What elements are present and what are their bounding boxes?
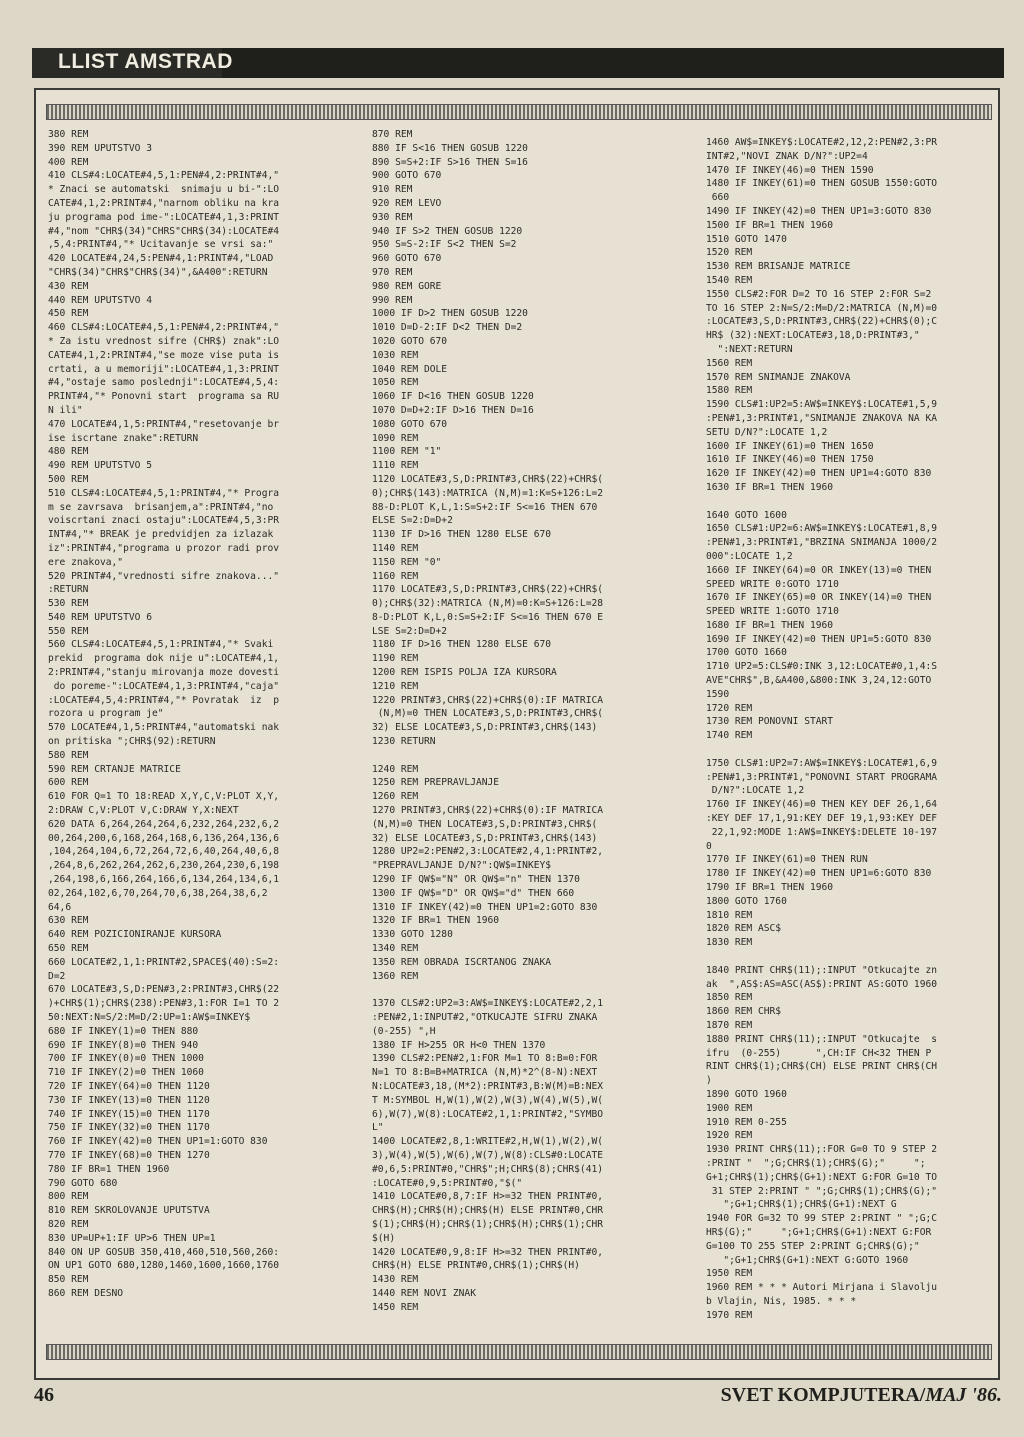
page-number: 46 [34,1384,54,1406]
listing-column-3: 1460 AW$=INKEY$:LOCATE#2,12,2:PEN#2,3:PR INT#2,"NOVI ZNAK D/N?":UP2=4 1470 IF INKEY(46)=0 THEN 1590 1480 IF INKEY(61)=0 THEN GOSUB 1550:GOTO 660 1490 IF INKEY(42)=0 THEN UP1=3:GOTO 830 1500 IF BR=1 THEN 1960 1510 GOTO 1470 1520 REM 1530 REM BRISANJE MATRICE 1540 REM 1550 CLS#2:FOR D=2 TO 16 STEP 2:FOR S=2 TO 16 STEP 2:N=S/2:M=D/2:MATRICA (N,M)=0 :LOCATE#3,S,D:PRINT#3,CHR$(22)+CHR$(0);C HR$ (32):NEXT:LOCATE#3,18,D:PRINT#3," ":NEXT:RETURN 1560 REM 1570 REM SNIMANJE ZNAKOVA 1580 REM 1590 CLS#1:UP2=5:AW$=INKEY$:LOCATE#1,5,9 :PEN#1,3:PRINT#1,"SNIMANJE ZNAKOVA NA KA SETU D/N?":LOCATE 1,2 1600 IF INKEY(61)=0 THEN 1650 1610 IF INKEY(46)=0 THEN 1750 1620 IF INKEY(42)=0 THEN UP1=4:GOTO 830 1630 IF BR=1 THEN 1960 1640 GOTO 1600 1650 CLS#1:UP2=6:AW$=INKEY$:LOCATE#1,8,9 :PEN#1,3:PRINT#1,"BRZINA SNIMANJA 1000/2 000":LOCATE 1,2 1660 IF INKEY(64)=0 OR INKEY(13)=0 THEN SPEED WRITE 0:GOTO 1710 1670 IF INKEY(65)=0 OR INKEY(14)=0 THEN SPEED WRITE 1:GOTO 1710 1680 IF BR=1 THEN 1960 1690 IF INKEY(42)=0 THEN UP1=5:GOTO 830 1700 GOTO 1660 1710 UP2=5:CLS#0:INK 3,12:LOCATE#0,1,4:S AVE"CHR$",B,&A400,&800:INK 3,24,12:GOTO 1590 1720 REM 1730 REM PONOVNI START 1740 REM 1750 CLS#1:UP2=7:AW$=INKEY$:LOCATE#1,6,9 :PEN#1,3:PRINT#1,"PONOVNI START PROGRAMA D/N?":LOCATE 1,2 1760 IF INKEY(46)=0 THEN KEY DEF 26,1,64 :KEY DEF 17,1,91:KEY DEF 19,1,93:KEY DEF 22,1,92:MODE 1:AW$=INKEY$:DELETE 10-197 0 1770 IF INKEY(61)=0 THEN RUN 1780 IF INKEY(42)=0 THEN UP1=6:GOTO 830 1790 IF BR=1 THEN 1960 1800 GOTO 1760 1810 REM 1820 REM ASC$ 1830 REM 1840 PRINT CHR$(11);:INPUT "Otkucajte zn ak ",AS$:AS=ASC(AS$):PRINT AS:GOTO 1960 1850 REM 1860 REM CHR$ 1870 REM 1880 PRINT CHR$(11);:INPUT "Otkucajte s ifru (0-255) ",CH:IF CH<32 THEN P RINT CHR$(1);CHR$(CH) ELSE PRINT CHR$(CH ) 1890 GOTO 1960 1900 REM 1910 REM 0-255 1920 REM 1930 PRINT CHR$(11);:FOR G=0 TO 9 STEP 2 :PRINT " ";G;CHR$(1);CHR$(G);" "; G+1;CHR$(1);CHR$(G+1):NEXT G:FOR G=10 TO 31 STEP 2:PRINT " ";G;CHR$(1);CHR$(G);" ";G+1;CHR$(1);CHR$(G+1):NEXT G 1940 FOR G=32 TO 99 STEP 2:PRINT " ";G;C HR$(G);" ";G+1;CHR$(G+1):NEXT G:FOR G=100 TO 255 STEP 2:PRINT G;CHR$(G);" ";G+1;CHR$(G+1):NEXT G:GOTO 1960 1950 REM 1960 REM * * * Autori Mirjana i Slavolju b Vlajin, Nis, 1985. * * * 1970 REM [706,137,938,1321]
decorative-stripe-top [46,104,992,120]
page-title: LLIST AMSTRAD [58,50,233,73]
listing-column-1: 380 REM 390 REM UPUTSTVO 3 400 REM 410 CLS#4:LOCATE#4,5,1:PEN#4,2:PRINT#4," * Znaci se automatski snimaju u bi-":LO CATE#4,1,2:PRINT#4,"narnom obliku na kra ju programa pod ime-":LOCATE#4,1,3:PRINT #4,"nom "CHR$(34)"CHRS"CHR$(34):LOCATE#4 ,5,4:PRINT#4,"* Ucitavanje se vrsi sa:" 420 LOCATE#4,24,5:PEN#4,1:PRINT#4,"LOAD "CHR$(34)"CHR$"CHR$(34)",&A400":RETURN 430 REM 440 REM UPUTSTVO 4 450 REM 460 CLS#4:LOCATE#4,5,1:PEN#4,2:PRINT#4," * Za istu vrednost sifre (CHR$) znak":LO CATE#4,1,2:PRINT#4,"se moze vise puta is crtati, a u memoriji":LOCATE#4,1,3:PRINT #4,"ostaje samo poslednji":LOCATE#4,5,4: PRINT#4,"* Ponovni start programa sa RU N ili" 470 LOCATE#4,1,5:PRINT#4,"resetovanje br ise iscrtane znake":RETURN 480 REM 490 REM UPUTSTVO 5 500 REM 510 CLS#4:LOCATE#4,5,1:PRINT#4,"* Progra m se zavrsava brisanjem,a":PRINT#4,"no voiscrtani znaci ostaju":LOCATE#4,5,3:PR INT#4,"* BREAK je predvidjen za izlazak iz":PRINT#4,"programa u prozor radi prov ere znakova," 520 PRINT#4,"vrednosti sifre znakova..." :RETURN 530 REM 540 REM UPUTSTVO 6 550 REM 560 CLS#4:LOCATE#4,5,1:PRINT#4,"* Svaki prekid programa dok nije u":LOCATE#4,1, 2:PRINT#4,"stanju mirovanja moze dovesti do poreme-":LOCATE#4,1,3:PRINT#4,"caja" :LOCATE#4,5,4:PRINT#4,"* Povratak iz p rozora u program je" 570 LOCATE#4,1,5:PRINT#4,"automatski nak on pritiska ";CHR$(92):RETURN 580 REM 590 REM CRTANJE MATRICE 600 REM 610 FOR Q=1 TO 18:READ X,Y,C,V:PLOT X,Y, 2:DRAW C,V:PLOT V,C:DRAW Y,X:NEXT 620 DATA 6,264,264,264,6,232,264,232,6,2 00,264,200,6,168,264,168,6,136,264,136,6 ,104,264,104,6,72,264,72,6,40,264,40,6,8 ,264,8,6,262,264,262,6,230,264,230,6,198 ,264,198,6,166,264,166,6,134,264,134,6,1 02,264,102,6,70,264,70,6,38,264,38,6,2 64,6 630 REM 640 REM POZICIONIRANJE KURSORA 650 REM 660 LOCATE#2,1,1:PRINT#2,SPACE$(40):S=2: D=2 670 LOCATE#3,S,D:PEN#3,2:PRINT#3,CHR$(22 )+CHR$(1);CHR$(238):PEN#3,1:FOR I=1 TO 2 50:NEXT:N=S/2:M=D/2:UP=1:AW$=INKEY$ 680 IF INKEY(1)=0 THEN 880 690 IF INKEY(8)=0 THEN 940 700 IF INKEY(0)=0 THEN 1000 710 IF INKEY(2)=0 THEN 1060 720 IF INKEY(64)=0 THEN 1120 730 IF INKEY(13)=0 THEN 1120 740 IF INKEY(15)=0 THEN 1170 750 IF INKEY(32)=0 THEN 1170 760 IF INKEY(42)=0 THEN UP1=1:GOTO 830 770 IF INKEY(68)=0 THEN 1270 780 IF BR=1 THEN 1960 790 GOTO 680 800 REM 810 REM SKROLOVANJE UPUTSTVA 820 REM 830 UP=UP+1:IF UP>6 THEN UP=1 840 ON UP GOSUB 350,410,460,510,560,260: ON UP1 GOTO 680,1280,1460,1600,1660,1760 850 REM 860 REM DESNO [48,129,280,1299]
magazine-name: SVET KOMPJUTERA/ [720,1384,926,1406]
listing-column-2: 870 REM 880 IF S<16 THEN GOSUB 1220 890 S=S+2:IF S>16 THEN S=16 900 GOTO 670 910 REM 920 REM LEVO 930 REM 940 IF S>2 THEN GOSUB 1220 950 S=S-2:IF S<2 THEN S=2 960 GOTO 670 970 REM 980 REM GORE 990 REM 1000 IF D>2 THEN GOSUB 1220 1010 D=D-2:IF D<2 THEN D=2 1020 GOTO 670 1030 REM 1040 REM DOLE 1050 REM 1060 IF D<16 THEN GOSUB 1220 1070 D=D+2:IF D>16 THEN D=16 1080 GOTO 670 1090 REM 1100 REM "1" 1110 REM 1120 LOCATE#3,S,D:PRINT#3,CHR$(22)+CHR$( 0);CHR$(143):MATRICA (N,M)=1:K=S+126:L=2 88-D:PLOT K,L,1:S=S+2:IF S<=16 THEN 670 ELSE S=2:D=D+2 1130 IF D>16 THEN 1280 ELSE 670 1140 REM 1150 REM "0" 1160 REM 1170 LOCATE#3,S,D:PRINT#3,CHR$(22)+CHR$( 0);CHR$(32):MATRICA (N,M)=0:K=S+126:L=28 8-D:PLOT K,L,0:S=S+2:IF S<=16 THEN 670 E LSE S=2:D=D+2 1180 IF D>16 THEN 1280 ELSE 670 1190 REM 1200 REM ISPIS POLJA IZA KURSORA 1210 REM 1220 PRINT#3,CHR$(22)+CHR$(0):IF MATRICA (N,M)=0 THEN LOCATE#3,S,D:PRINT#3,CHR$( 32) ELSE LOCATE#3,S,D:PRINT#3,CHR$(143) 1230 RETURN 1240 REM 1250 REM PREPRAVLJANJE 1260 REM 1270 PRINT#3,CHR$(22)+CHR$(0):IF MATRICA (N,M)=0 THEN LOCATE#3,S,D:PRINT#3,CHR$( 32) ELSE LOCATE#3,S,D:PRINT#3,CHR$(143) 1280 UP2=2:PEN#2,3:LOCATE#2,4,1:PRINT#2, "PREPRAVLJANJE D/N?":QW$=INKEY$ 1290 IF QW$="N" OR QW$="n" THEN 1370 1300 IF QW$="D" OR QW$="d" THEN 660 1310 IF INKEY(42)=0 THEN UP1=2:GOTO 830 1320 IF BR=1 THEN 1960 1330 GOTO 1280 1340 REM 1350 REM OBRADA ISCRTANOG ZNAKA 1360 REM 1370 CLS#2:UP2=3:AW$=INKEY$:LOCATE#2,2,1 :PEN#2,1:INPUT#2,"OTKUCAJTE SIFRU ZNAKA (0-255) ",H 1380 IF H>255 OR H<0 THEN 1370 1390 CLS#2:PEN#2,1:FOR M=1 TO 8:B=0:FOR N=1 TO 8:B=B+MATRICA (N,M)*2^(8-N):NEXT N:LOCATE#3,18,(M*2):PRINT#3,B:W(M)=B:NEX T M:SYMBOL H,W(1),W(2),W(3),W(4),W(5),W( 6),W(7),W(8):LOCATE#2,1,1:PRINT#2,"SYMBO L" 1400 LOCATE#2,8,1:WRITE#2,H,W(1),W(2),W( 3),W(4),W(5),W(6),W(7),W(8):CLS#0:LOCATE #0,6,5:PRINT#0,"CHR$";H;CHR$(8);CHR$(41) :LOCATE#0,9,5:PRINT#0,"$(" 1410 LOCATE#0,8,7:IF H>=32 THEN PRINT#0, CHR$(H);CHR$(H);CHR$(H) ELSE PRINT#0,CHR $(1);CHR$(H);CHR$(1);CHR$(H);CHR$(1);CHR $(H) 1420 LOCATE#0,9,8:IF H>=32 THEN PRINT#0, CHR$(H) ELSE PRINT#0,CHR$(1);CHR$(H) 1430 REM 1440 REM NOVI ZNAK 1450 REM [372,129,604,1313]
decorative-stripe-bottom [46,1344,992,1360]
magazine-footer [721,1384,1002,1407]
magazine-issue: MAJ '86. [925,1384,1002,1406]
